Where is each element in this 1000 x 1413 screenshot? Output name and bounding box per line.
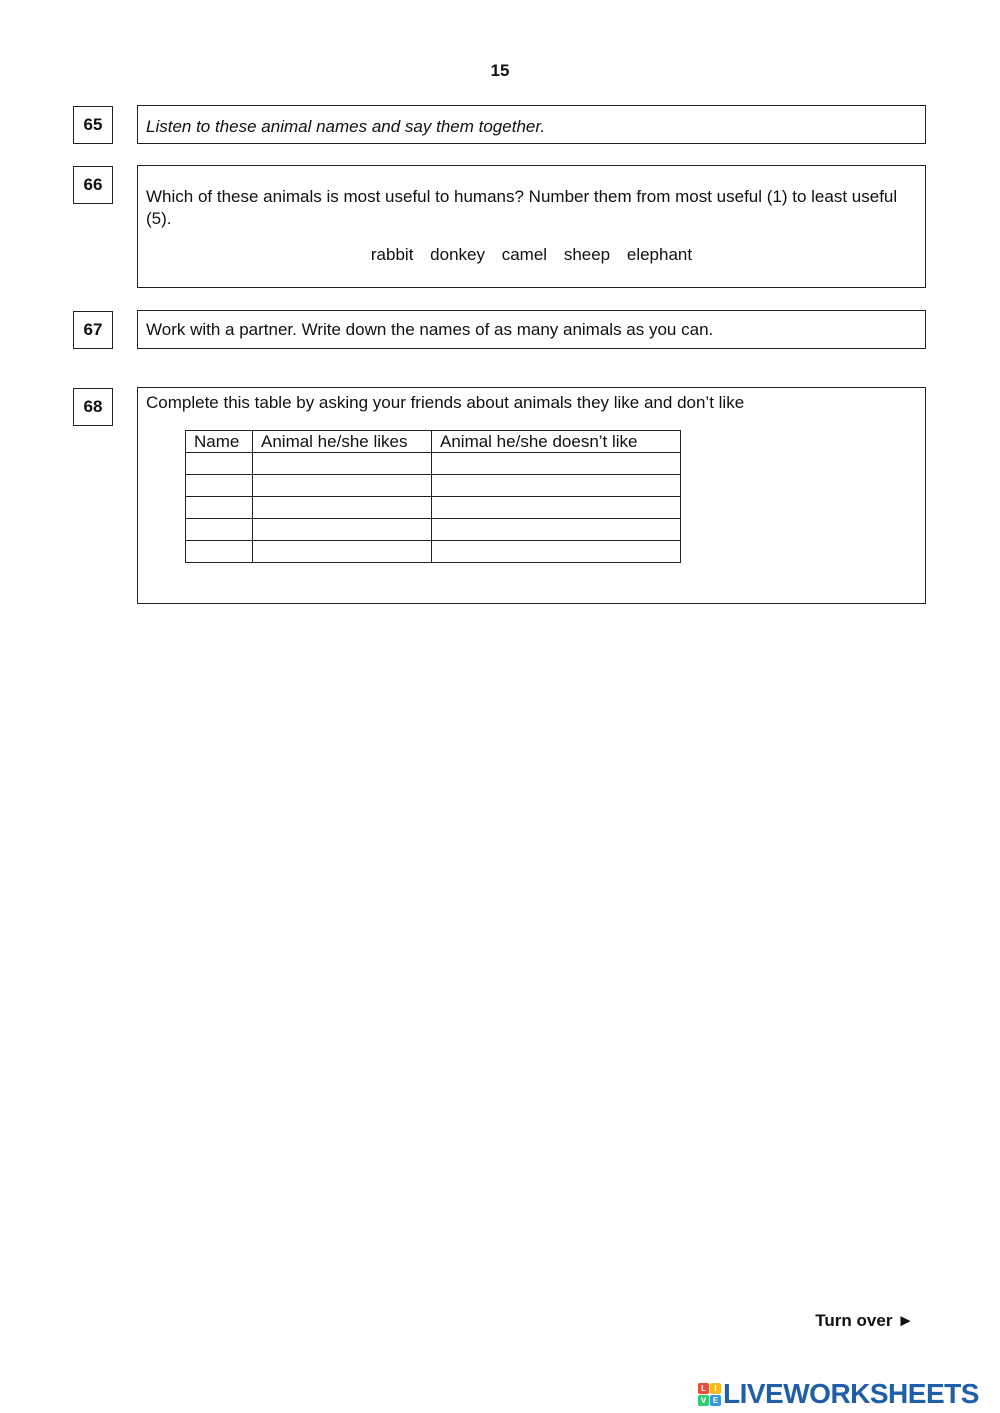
question-67-box <box>137 310 926 349</box>
table-row <box>186 497 681 519</box>
question-65-text: Listen to these animal names and say them together. <box>146 117 546 136</box>
likes-cell[interactable] <box>253 541 432 563</box>
question-65-box <box>137 105 926 144</box>
name-cell[interactable] <box>186 541 253 563</box>
name-cell[interactable] <box>186 519 253 541</box>
turn-over-label: Turn over ► <box>815 1311 914 1330</box>
header-likes: Animal he/she likes <box>253 431 432 453</box>
logo-mark-icon <box>698 1383 721 1406</box>
dislikes-cell[interactable] <box>432 453 681 475</box>
likes-cell[interactable] <box>253 475 432 497</box>
table-row <box>186 541 681 563</box>
logo-mark-v: V <box>698 1395 709 1406</box>
logo-mark-l: L <box>698 1383 709 1394</box>
name-cell[interactable] <box>186 453 253 475</box>
word-elephant: elephant <box>626 245 693 264</box>
question-68-box <box>137 387 926 604</box>
dislikes-cell[interactable] <box>432 475 681 497</box>
likes-cell[interactable] <box>253 519 432 541</box>
table-row <box>186 453 681 475</box>
question-66-text: Which of these animals is most useful to humans? Number them from most useful (1) to least useful (5). <box>146 187 898 228</box>
liveworksheets-logo <box>698 1378 979 1410</box>
table-header-row <box>186 431 681 453</box>
page-number: 15 <box>490 61 510 80</box>
question-66-box <box>137 165 926 288</box>
word-camel: camel <box>501 245 548 264</box>
likes-cell[interactable] <box>253 453 432 475</box>
question-68-text: Complete this table by asking your friends about animals they like and don’t like <box>146 393 745 412</box>
header-dislikes: Animal he/she doesn’t like <box>432 431 681 453</box>
question-number-65: 65 <box>73 106 113 144</box>
table-row <box>186 475 681 497</box>
survey-table <box>185 430 681 563</box>
question-number-68: 68 <box>73 388 113 426</box>
dislikes-cell[interactable] <box>432 519 681 541</box>
question-67-text: Work with a partner. Write down the names of as many animals as you can. <box>146 320 714 339</box>
question-number-66: 66 <box>73 166 113 204</box>
likes-cell[interactable] <box>253 497 432 519</box>
word-sheep: sheep <box>563 245 611 264</box>
name-cell[interactable] <box>186 497 253 519</box>
dislikes-cell[interactable] <box>432 541 681 563</box>
table-row <box>186 519 681 541</box>
name-cell[interactable] <box>186 475 253 497</box>
question-number-67: 67 <box>73 311 113 349</box>
header-name: Name <box>186 431 253 453</box>
logo-mark-i: I <box>710 1383 721 1394</box>
word-rabbit: rabbit <box>370 245 414 264</box>
logo-mark-e: E <box>710 1395 721 1406</box>
word-donkey: donkey <box>430 245 485 264</box>
word-list <box>146 244 917 266</box>
logo-text: LIVEWORKSHEETS <box>723 1378 979 1409</box>
dislikes-cell[interactable] <box>432 497 681 519</box>
